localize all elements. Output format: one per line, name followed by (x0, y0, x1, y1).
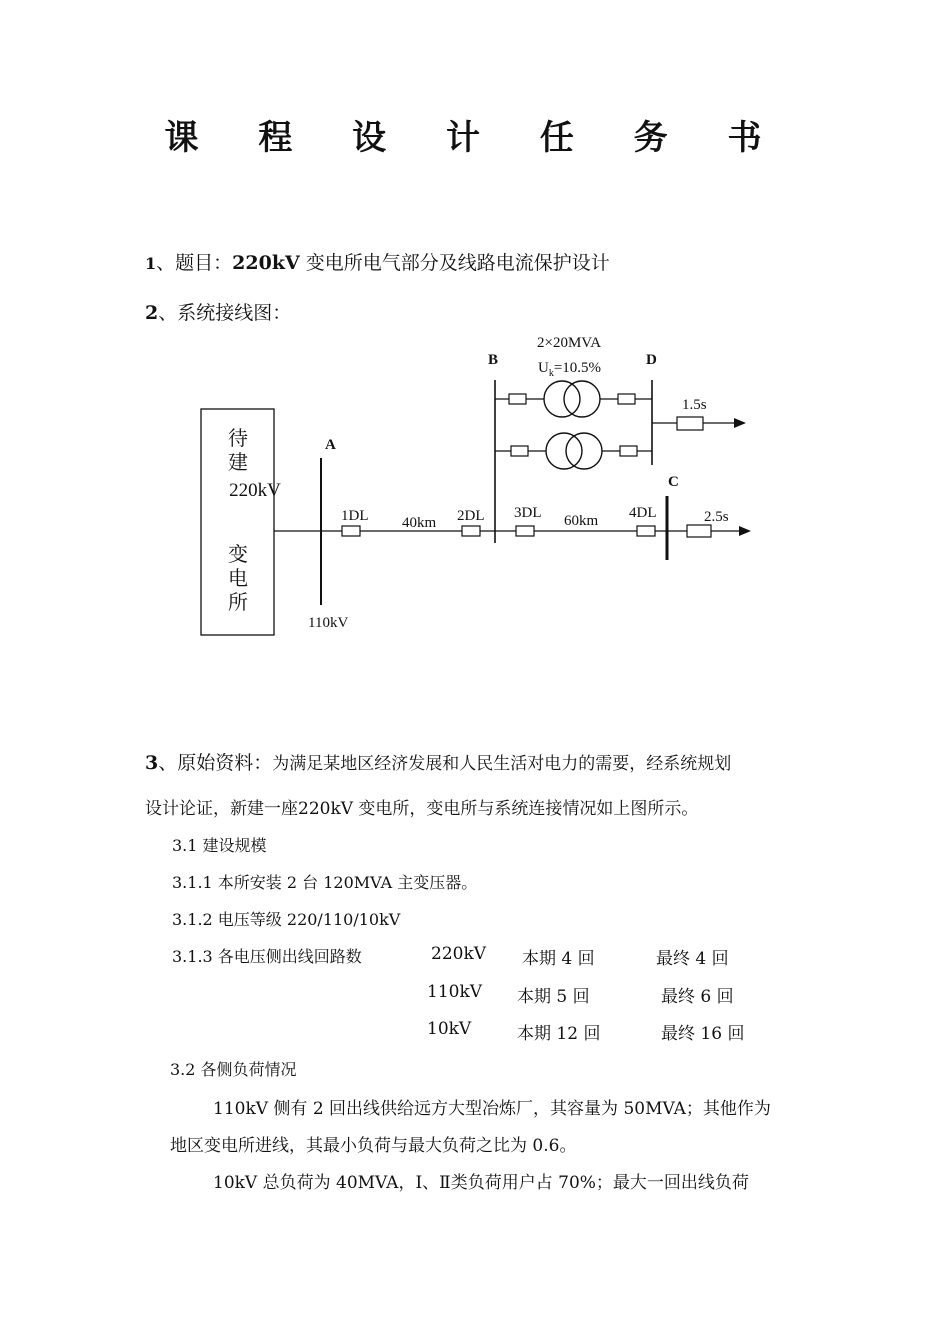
row-110kv-voltage: 110kV (427, 982, 483, 1002)
breaker-1dl (342, 526, 360, 536)
row-220kv-now: 本期 4 回 (522, 949, 595, 969)
breaker-4dl (637, 526, 655, 536)
label-bus-a: A (325, 437, 336, 453)
substation-label-5: 电 (228, 568, 248, 590)
section-1-number: 1 (145, 254, 157, 273)
row-220kv-voltage: 220kV (431, 944, 487, 964)
row-110kv-final: 最终 6 回 (661, 987, 734, 1007)
page-title: 课 程 设 计 任 务 书 (164, 118, 786, 158)
substation-label-1: 待 (228, 428, 248, 450)
item-3-1-2: 3.1.2 电压等级 220/110/10kV (172, 910, 401, 929)
section-1-label: 、题目： (156, 252, 233, 274)
label-4dl: 4DL (629, 505, 657, 521)
relay-1-5s (677, 417, 703, 430)
paragraph-10kv: 10kV 总负荷为 40MVA，Ⅰ、Ⅱ类负荷用户占 70%；最大一回出线负荷 (213, 1173, 749, 1193)
section-2-number: 2 (145, 302, 159, 324)
breaker-2dl (462, 526, 480, 536)
paragraph-110kv-2: 地区变电所进线，其最小负荷与最大负荷之比为 0.6。 (170, 1136, 577, 1156)
row-10kv-final: 最终 16 回 (661, 1024, 745, 1044)
row-10kv-now: 本期 12 回 (517, 1024, 601, 1044)
label-1dl: 1DL (341, 508, 369, 524)
section-3-intro-2: 设计论证，新建一座220kV 变电所，变电所与系统连接情况如上图所示。 (145, 799, 699, 819)
section-2-label: 、系统接线图： (158, 302, 292, 324)
row-110kv-now: 本期 5 回 (517, 987, 590, 1007)
label-trafo-rating: 2×20MVA (537, 335, 602, 351)
label-1-5s: 1.5s (682, 397, 707, 413)
section-3-number: 3 (145, 752, 159, 774)
arrow-right-icon (734, 418, 746, 428)
breaker-t2-hv (511, 446, 528, 456)
breaker-t1-lv (618, 394, 635, 404)
section-3-label: 、原始资料： (158, 752, 273, 774)
label-110kv: 110kV (308, 615, 349, 631)
section-1-topic: 变电所电气部分及线路电流保护设计 (299, 252, 610, 274)
item-3-1: 3.1 建设规模 (172, 836, 267, 855)
item-3-2: 3.2 各侧负荷情况 (170, 1060, 297, 1079)
label-uk: $U_k=10.5\%$ (538, 360, 602, 379)
item-3-1-1: 3.1.1 本所安装 2 台 120MVA 主变压器。 (172, 873, 478, 892)
substation-label-2: 建 (228, 452, 248, 474)
arrow-right-icon (739, 526, 751, 536)
label-3dl: 3DL (514, 505, 542, 521)
section-3-intro-1: 为满足某地区经济发展和人民生活对电力的需要，经系统规划 (272, 754, 732, 774)
breaker-t1-hv (509, 394, 526, 404)
row-220kv-final: 最终 4 回 (656, 949, 729, 969)
label-60km: 60km (564, 513, 599, 529)
substation-label-4: 变 (228, 544, 248, 566)
substation-label-6: 所 (228, 592, 248, 614)
label-2dl: 2DL (457, 508, 485, 524)
transformer-2 (546, 433, 602, 469)
breaker-3dl (516, 526, 534, 536)
label-bus-d: D (646, 352, 657, 368)
substation-label-3: 220kV (229, 480, 281, 501)
section-1-voltage: 220kV (232, 252, 300, 274)
relay-2-5s (687, 525, 711, 537)
breaker-t2-lv (620, 446, 637, 456)
label-2-5s: 2.5s (704, 509, 729, 525)
label-bus-b: B (488, 352, 499, 368)
paragraph-110kv-1: 110kV 侧有 2 回出线供给远方大型冶炼厂，其容量为 50MVA；其他作为 (213, 1099, 771, 1119)
row-10kv-voltage: 10kV (427, 1019, 472, 1039)
transformer-1 (544, 381, 600, 417)
label-bus-c: C (668, 474, 679, 490)
item-3-1-3: 3.1.3 各电压侧出线回路数 (172, 947, 362, 966)
label-40km: 40km (402, 515, 437, 531)
section-3-heading (145, 748, 731, 775)
